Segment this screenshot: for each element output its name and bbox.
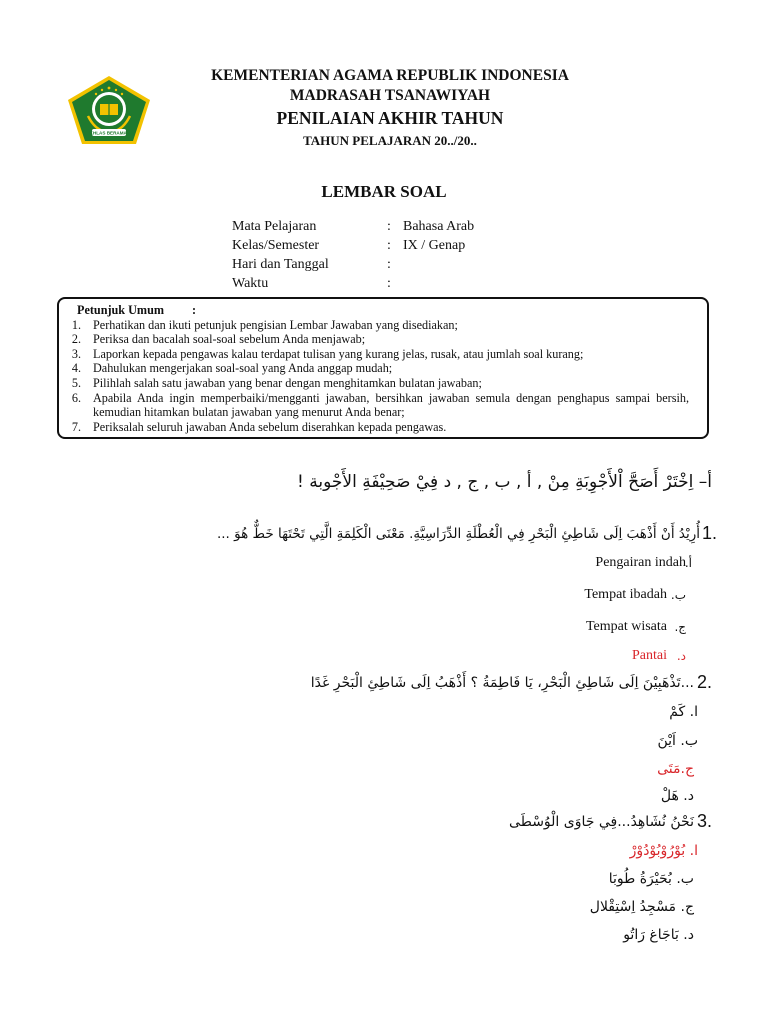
info-row-date [232,255,474,274]
info-colon: : [387,219,391,234]
option-text[interactable]: ا. كَمْ [669,704,698,720]
page-title: LEMBAR SOAL [321,182,447,201]
question-number: 1. [702,523,718,543]
info-colon: : [387,257,391,272]
instruction-item [59,420,707,435]
header-year: TAHUN PELAJARAN 20../20.. [303,133,477,148]
option-text-correct[interactable]: ج.مَتَى [657,761,694,777]
instruction-item [59,376,707,391]
question-text: ...تَذْهَبِيْنَ اِلَى شَاطِئِ الْبَحْرِ، يَا فَاطِمَةُ ؟ أَذْهَبُ اِلَى شَاطِئِ الْبَحْرِ غَدًا [310,675,694,691]
instruction-item [59,332,707,347]
info-row-class [232,236,474,255]
info-row-subject [232,217,474,236]
info-row-time [232,274,474,293]
instruction-text: Apabila Anda ingin memperbaiki/mengganti jawaban, bersihkan jawaban semula dengan penghapus sampai bersih, kemudian hitamkan bulatan jawaban yang menurut Anda benar; [93,390,689,420]
instruction-text: Perhatikan dan ikuti petunjuk pengisian Lembar Jawaban yang disediakan; [93,317,458,332]
instruction-num: 5. [71,375,81,390]
section-heading: أ– اِخْتَرْ أَصَحَّ اْلأَجْوِبَةِ مِنْ , أ , ب , ج , د فِيْ صَحِيْفَةِ الأَجْوبة ! [297,472,712,492]
option-letter: ج. [674,620,686,634]
info-value: Bahasa Arab [403,219,475,234]
option-text[interactable]: Tempat ibadah [584,587,667,602]
instruction-num: 3. [71,346,81,361]
option-text[interactable]: ب. بُحَيْرَةُ طُوبَا [608,871,694,887]
instruction-item [59,318,707,333]
option-text[interactable]: د. بَاجَاغ رَاتُو [623,927,694,943]
info-label: Hari dan Tanggal [232,257,329,272]
exam-info [232,217,474,293]
option-text[interactable]: ب. اَيْنَ [657,733,698,749]
header-school: MADRASAH TSANAWIYAH [289,87,491,104]
kemenag-emblem-icon [66,74,152,146]
instruction-text: Dahulukan mengerjakan soal-soal yang Anda anggap mudah; [93,361,393,376]
info-label: Mata Pelajaran [232,219,317,234]
instructions-title-colon: : [192,303,197,317]
header-exam: PENILAIAN AKHIR TAHUN [276,108,504,128]
option-letter: أ. [684,556,692,570]
option-text-correct[interactable]: Pantai [632,648,667,663]
info-label: Kelas/Semester [232,238,320,253]
instruction-item [59,361,707,376]
instruction-item [59,347,707,362]
instruction-text: Pilihlah salah satu jawaban yang benar dengan menghitamkan bulatan jawaban; [93,375,482,390]
info-value: IX / Genap [403,238,466,253]
question-text: أُرِيْدُ أَنْ أَذْهَبَ اِلَى شَاطِئِ الْبَحْرِ فِي الْعُطْلَةِ الدِّرَاسِيَّةِ. مَعْنَى الْكَلِمَةِ الَّتِي تَحْتَهَا خَطٌّ هُوَ ... [216,526,700,542]
logo-motto: IKHLAS BERAMAL [88,130,130,136]
instruction-item [59,391,707,420]
question-number: 2. [697,672,713,692]
instruction-text: Periksalah seluruh jawaban Anda sebelum diserahkan kepada pengawas. [93,419,447,434]
option-letter-correct: د. [676,649,686,663]
option-text[interactable]: Tempat wisata [585,619,667,634]
option-text[interactable]: د. هَلْ [660,788,694,804]
instructions-box [57,297,709,439]
info-colon: : [387,276,391,291]
instruction-num: 7. [71,419,81,434]
header-ministry: KEMENTERIAN AGAMA REPUBLIK INDONESIA [211,67,569,84]
option-text-correct[interactable]: ا. بُوْرُوْبُوْدُوْرْ [629,843,698,859]
instruction-num: 6. [71,390,81,405]
instruction-num: 2. [71,332,81,347]
option-letter: ب. [670,588,686,602]
instruction-text: Laporkan kepada pengawas kalau terdapat tulisan yang kurang jelas, rusak, atau jumlah soal kurang; [93,346,584,361]
info-label: Waktu [232,276,269,291]
option-text[interactable]: ج. مَسْجِدُ اِسْتِقْلال [589,899,694,915]
question-text: نَحْنُ نُشَاهِدُ...فِي جَاوَى الْوُسْطَى [509,814,694,830]
info-colon: : [387,238,391,253]
instruction-num: 4. [71,361,81,376]
instruction-text: Periksa dan bacalah soal-soal sebelum Anda menjawab; [93,332,366,347]
instructions-title-text: Petunjuk Umum [77,303,165,317]
instruction-num: 1. [71,317,81,332]
instructions-title [77,303,707,318]
question-number: 3. [697,811,713,831]
option-text[interactable]: Pengairan indah [595,555,686,570]
